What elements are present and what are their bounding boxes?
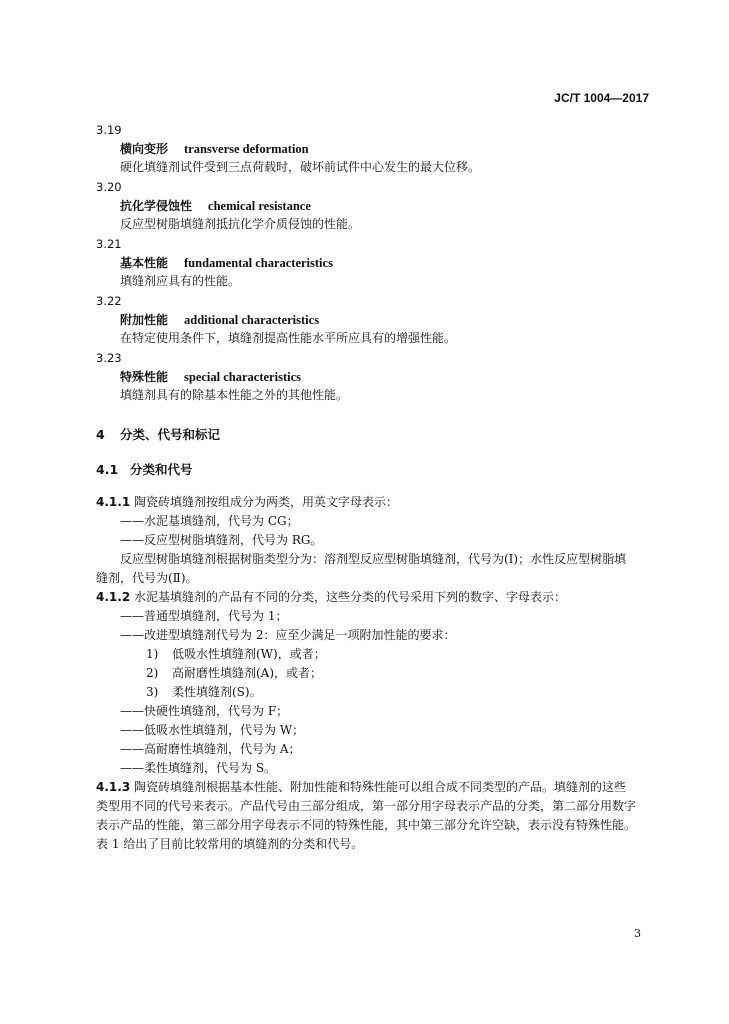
sub-list-item bbox=[146, 665, 322, 681]
sub-list-item bbox=[146, 646, 326, 662]
sub-list-marker: 1) bbox=[146, 647, 159, 661]
clause-number: 4.1.1 bbox=[96, 495, 131, 509]
term-number: 3.22 bbox=[96, 294, 122, 308]
clause-number: 4.1.2 bbox=[96, 590, 131, 604]
subsection-number: 4.1 bbox=[96, 462, 119, 477]
term-title bbox=[120, 312, 319, 328]
term-number: 3.20 bbox=[96, 180, 122, 194]
term-zh: 横向变形 bbox=[120, 142, 169, 156]
section-title: 分类、代号和标记 bbox=[120, 427, 221, 442]
term-number: 3.19 bbox=[96, 123, 122, 137]
term-definition: 填缝剂应具有的性能。 bbox=[120, 274, 241, 288]
clause-4-1-1 bbox=[96, 494, 398, 510]
term-number: 3.23 bbox=[96, 351, 122, 365]
term-en: additional characteristics bbox=[184, 313, 320, 327]
term-title bbox=[120, 198, 311, 214]
list-item: ——柔性填缝剂，代号为 S。 bbox=[120, 761, 277, 775]
term-en: chemical resistance bbox=[208, 199, 311, 213]
sub-list-text: 低吸水性填缝剂(W)，或者； bbox=[172, 647, 326, 661]
list-item: ——低吸水性填缝剂，代号为 W； bbox=[120, 723, 305, 737]
sub-list-marker: 2) bbox=[146, 666, 159, 680]
clause-number: 4.1.3 bbox=[96, 780, 131, 794]
term-definition: 硬化填缝剂试件受到三点荷载时，破坏前试件中心发生的最大位移。 bbox=[120, 160, 481, 174]
sub-list-item bbox=[146, 684, 262, 700]
list-item: ——改进型填缝剂代号为 2：应至少满足一项附加性能的要求： bbox=[120, 628, 456, 642]
clause-4-1-2 bbox=[96, 589, 566, 605]
subsection-heading bbox=[96, 462, 193, 478]
term-zh: 附加性能 bbox=[120, 313, 169, 327]
sub-list-marker: 3) bbox=[146, 685, 159, 699]
term-en: fundamental characteristics bbox=[184, 256, 333, 270]
term-title bbox=[120, 369, 301, 385]
term-zh: 特殊性能 bbox=[120, 370, 169, 384]
section-number: 4 bbox=[96, 427, 105, 442]
term-title bbox=[120, 255, 333, 271]
page-number: 3 bbox=[634, 927, 641, 940]
clause-text: 陶瓷砖填缝剂按组成分为两类，用英文字母表示： bbox=[134, 495, 399, 509]
clause-text: 水泥基填缝剂的产品有不同的分类，这些分类的代号采用下列的数字、字母表示： bbox=[134, 590, 567, 604]
term-zh: 基本性能 bbox=[120, 256, 169, 270]
clause-note-line: 缝剂，代号为(Ⅱ)。 bbox=[96, 571, 198, 585]
clause-text: 陶瓷砖填缝剂根据基本性能、附加性能和特殊性能可以组合成不同类型的产品。填缝剂的这些 bbox=[134, 780, 627, 794]
term-en: transverse deformation bbox=[184, 142, 309, 156]
term-definition: 反应型树脂填缝剂抵抗化学介质侵蚀的性能。 bbox=[120, 217, 361, 231]
term-en: special characteristics bbox=[184, 370, 301, 384]
clause-text-line: 类型用不同的代号来表示。产品代号由三部分组成，第一部分用字母表示产品的分类，第二部分用数字 bbox=[96, 799, 637, 813]
list-item: ——反应型树脂填缝剂，代号为 RG。 bbox=[120, 533, 323, 547]
list-item: ——快硬性填缝剂，代号为 F； bbox=[120, 704, 289, 718]
list-item: ——水泥基填缝剂，代号为 CG； bbox=[120, 514, 299, 528]
subsection-title: 分类和代号 bbox=[130, 462, 193, 477]
term-definition: 填缝剂具有的除基本性能之外的其他性能。 bbox=[120, 388, 349, 402]
sub-list-text: 高耐磨性填缝剂(A)，或者； bbox=[172, 666, 323, 680]
list-item: ——普通型填缝剂，代号为 1； bbox=[120, 609, 288, 623]
standard-code-header: JC/T 1004—2017 bbox=[554, 91, 649, 105]
sub-list-text: 柔性填缝剂(S)。 bbox=[172, 685, 262, 699]
term-number: 3.21 bbox=[96, 237, 122, 251]
term-zh: 抗化学侵蚀性 bbox=[120, 199, 193, 213]
clause-4-1-3 bbox=[96, 779, 626, 795]
term-definition: 在特定使用条件下，填缝剂提高性能水平所应具有的增强性能。 bbox=[120, 331, 457, 345]
clause-note-line: 反应型树脂填缝剂根据树脂类型分为：溶剂型反应型树脂填缝剂，代号为(Ⅰ)；水性反应型树脂填 bbox=[120, 552, 627, 566]
clause-text-line: 表 1 给出了目前比较常用的填缝剂的分类和代号。 bbox=[96, 837, 364, 851]
list-item: ——高耐磨性填缝剂，代号为 A； bbox=[120, 742, 301, 756]
term-title bbox=[120, 141, 309, 157]
clause-text-line: 表示产品的性能，第三部分用字母表示不同的特殊性能，其中第三部分允许空缺，表示没有特殊性能。 bbox=[96, 818, 637, 832]
section-heading bbox=[96, 427, 220, 443]
